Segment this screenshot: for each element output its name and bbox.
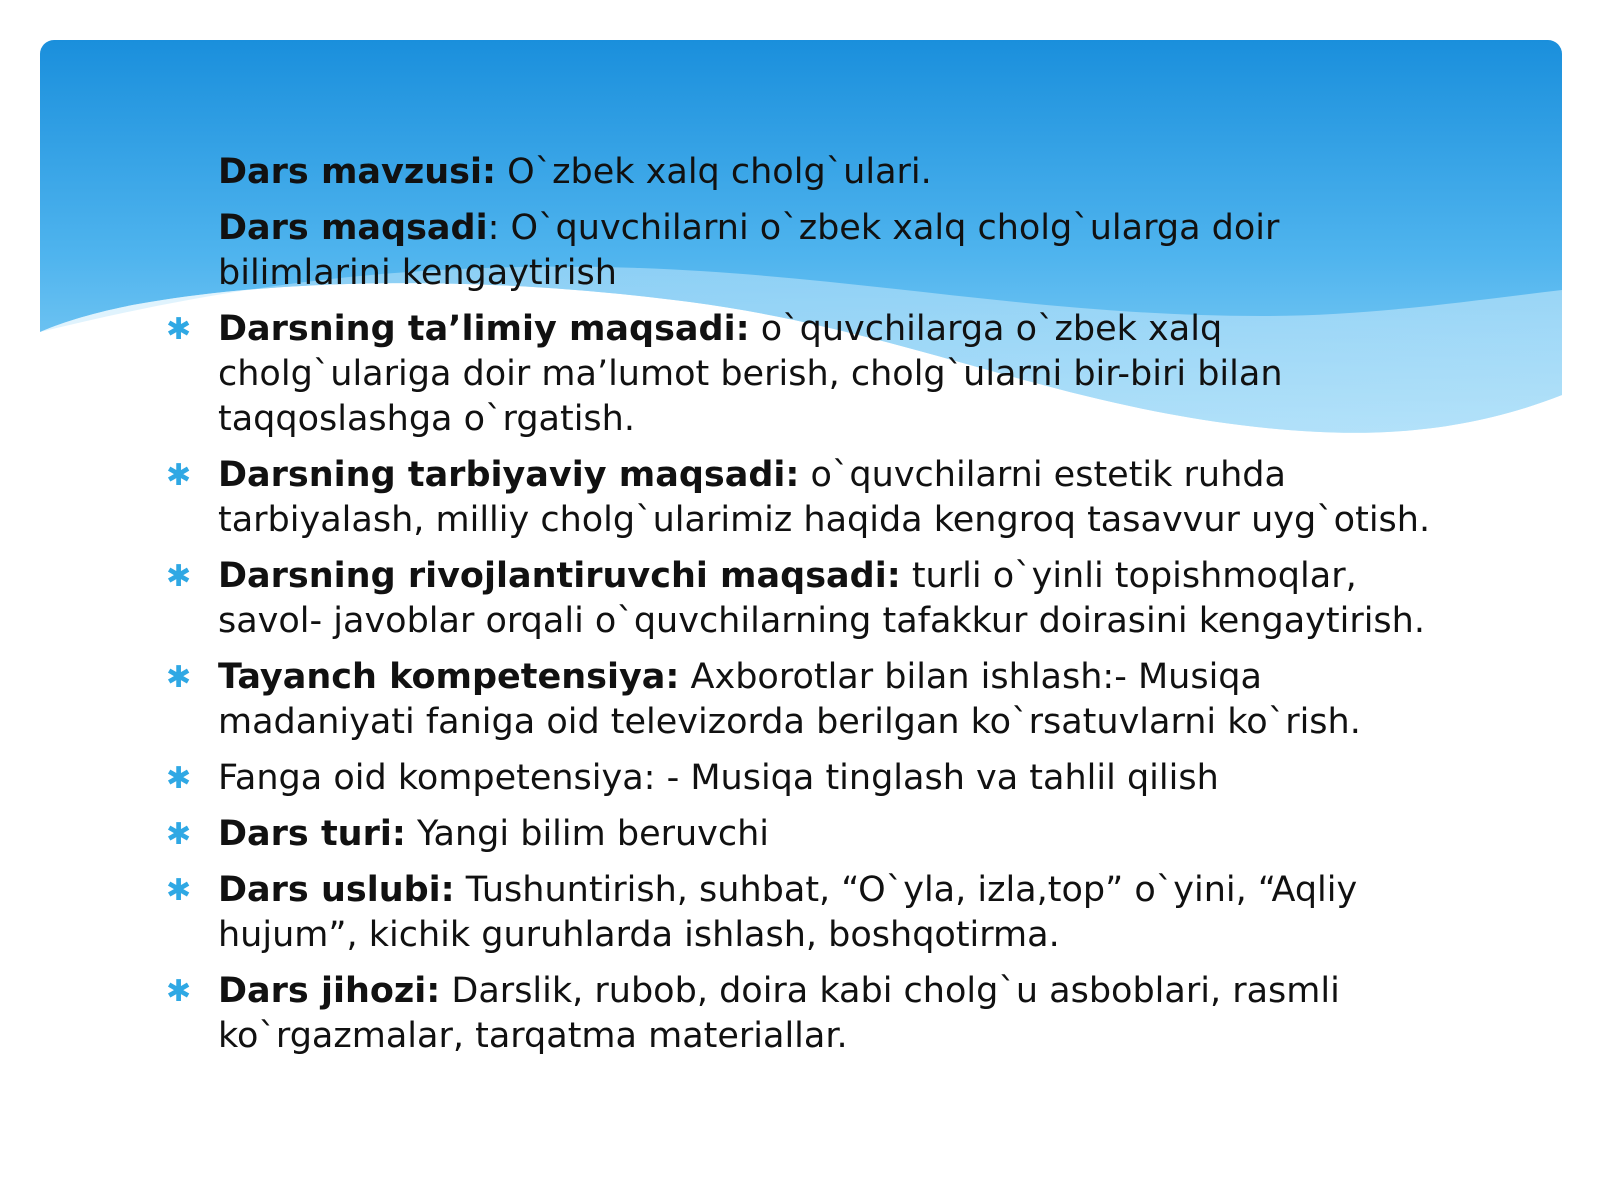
asterisk-icon: ✱ [166,559,192,594]
list-item-dars-mavzusi [218,150,1446,195]
list-item-rivojlantiruvchi-maqsad [166,554,1446,644]
item-label: Dars maqsadi [218,208,488,248]
item-label: Tayanch kompetensiya: [218,657,680,697]
list-item-dars-maqsadi [218,206,1446,296]
list-item-dars-turi [166,812,1446,857]
item-text: Tushuntirish, suhbat, “O`yla, izla,top” o`yini, “Aqliy hujum”, kichik guruhlarda ishlash, boshqotirma. [218,870,1358,955]
item-label: Dars jihozi: [218,971,441,1011]
item-label: Darsning tarbiyaviy maqsadi: [218,455,800,495]
asterisk-icon: ✱ [166,660,192,695]
asterisk-icon: ✱ [166,873,192,908]
content-list [0,150,1600,1180]
asterisk-icon: ✱ [166,761,192,796]
item-label: Dars turi: [218,814,406,854]
list-item-dars-jihozi [166,969,1446,1059]
list-item-dars-uslubi [166,868,1446,958]
item-text: O`zbek xalq cholg`ulari. [495,152,932,192]
item-label: Dars uslubi: [218,870,455,910]
item-label: Darsning ta’limiy maqsadi: [218,309,750,349]
list-item-tarbiyaviy-maqsad [166,453,1446,543]
asterisk-icon: ✱ [166,974,192,1009]
item-text: Axborotlar bilan ishlash:- Musiqa madaniyati faniga oid televizorda berilgan ko`rsatuvlarni ko`rish. [218,657,1361,742]
asterisk-icon: ✱ [166,312,192,347]
item-text: Yangi bilim beruvchi [405,814,770,854]
item-label: Dars mavzusi: [218,152,496,192]
item-text: turli o`yinli topishmoqlar, savol- javoblar orqali o`quvchilarning tafakkur doirasini kengaytirish. [218,556,1425,641]
asterisk-icon: ✱ [166,458,192,493]
item-label: Darsning rivojlantiruvchi maqsadi: [218,556,901,596]
item-text: : O`quvchilarni o`zbek xalq cholg`ularga doir bilimlarini kengaytirish [218,208,1280,293]
list-item-fanga-oid-kompetensiya [166,756,1446,801]
item-text: o`quvchilarni estetik ruhda tarbiyalash, milliy cholg`ularimiz haqida kengroq tasavvur uyg`otish. [218,455,1431,540]
item-text: Fanga oid kompetensiya: - Musiqa tinglash va tahlil qilish [218,758,1219,798]
item-text: Darslik, rubob, doira kabi cholg`u asboblari, rasmli ko`rgazmalar, tarqatma materiallar. [218,971,1340,1056]
list-item-tayanch-kompetensiya [166,655,1446,745]
asterisk-icon: ✱ [166,817,192,852]
list-item-talimiy-maqsad [166,307,1446,442]
item-text: o`quvchilarga o`zbek xalq cholg`ulariga doir ma’lumot berish, cholg`ularni bir-biri bilan taqqoslashga o`rgatish. [218,309,1283,439]
